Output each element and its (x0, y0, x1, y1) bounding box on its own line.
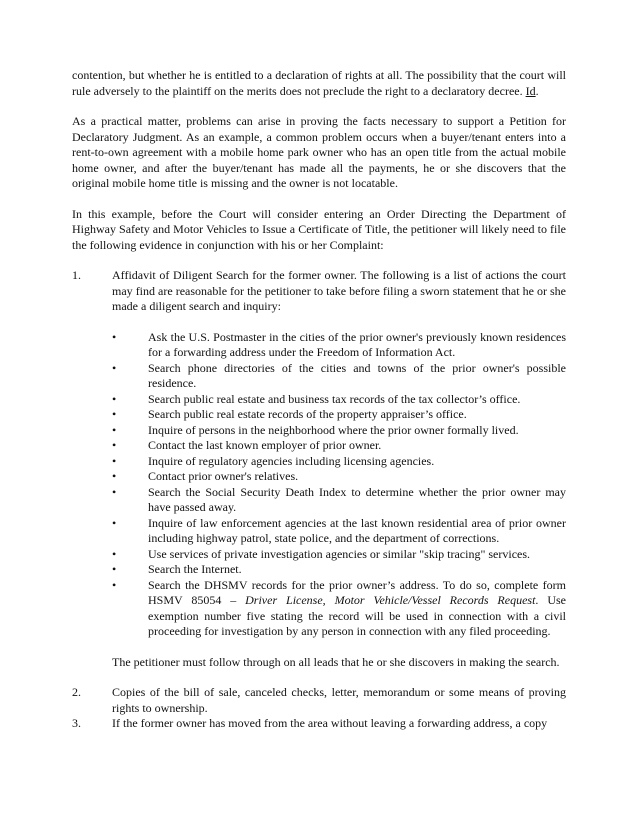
paragraph-contention (72, 68, 566, 99)
item-body (112, 268, 566, 685)
bullet-text: Search phone directories of the cities and towns of the prior owner's possible residence. (148, 360, 566, 390)
bullet-text: Contact the last known employer of prior owner. (148, 438, 382, 452)
item-number: 1. (72, 268, 81, 282)
form-title: Driver License, Motor Vehicle/Vessel Records Request (245, 593, 536, 607)
bullet-icon: • (112, 407, 117, 421)
bullet-icon: • (112, 360, 117, 375)
numbered-item-2 (72, 685, 566, 716)
bullet-icon: • (112, 422, 117, 437)
item-number: 2. (72, 685, 81, 699)
bullet-icon: • (112, 577, 117, 592)
numbered-item-3 (72, 716, 566, 732)
item-text: Affidavit of Diligent Search for the former owner. The following is a list of actions the court may find are reasonable for the petitioner to take before filing a sworn statement that he or she made a diligent search and inquiry: (112, 268, 566, 313)
bullet-icon: • (112, 484, 117, 499)
bullet-icon: • (112, 329, 117, 344)
numbered-item-1 (72, 268, 566, 685)
list-item (112, 392, 566, 408)
list-item (112, 547, 566, 563)
bullet-text: Search the Internet. (148, 562, 242, 576)
bullet-icon: • (112, 546, 117, 561)
bullet-icon: • (112, 438, 117, 452)
list-item (112, 562, 566, 578)
bullet-text: Search public real estate records of the property appraiser’s office. (148, 407, 467, 421)
bullet-icon: • (112, 515, 117, 530)
bullet-text: Inquire of persons in the neighborhood where the prior owner formally lived. (148, 422, 519, 437)
item-text: If the former owner has moved from the area without leaving a forwarding address, a copy (112, 716, 548, 730)
bullet-list (112, 330, 566, 640)
bullet-text (148, 578, 566, 640)
item-text: Copies of the bill of sale, canceled checks, letter, memorandum or some means of proving rights to ownership. (112, 685, 566, 715)
bullet-text-post: . Use exemption number five stating the record will be used in connection with a civil proceeding for investigation by any person in connection with any filed proceeding. (148, 593, 566, 638)
followup-text: The petitioner must follow through on all leads that he or she discovers in making the search. (112, 654, 560, 669)
paragraph-text: contention, but whether he is entitled to a declaration of rights at all. The possibility that the court will rule adversely to the plaintiff on the merits does not preclude the right to a declaratory decree. (72, 68, 566, 98)
list-item (112, 469, 566, 485)
bullet-icon: • (112, 391, 117, 406)
bullet-text-pre: Search the DHSMV records for the prior owner’s address. To do so, complete form HSMV 85054 – (148, 577, 566, 607)
list-item (112, 330, 566, 361)
item-number: 3. (72, 716, 81, 730)
bullet-icon: • (112, 469, 117, 483)
paragraph-practical-matter: As a practical matter, problems can arise in proving the facts necessary to support a Petition for Declaratory Judgment. As an example, a common problem occurs when a buyer/tenant enters into a rent-to-own agreement with a mobile home park owner who has an open title from the actual mobile home owner, and after the buyer/tenant has made all the payments, he or she discovers that the original mobile home title is missing and the owner is not locatable. (72, 114, 566, 190)
citation-id: Id (525, 83, 536, 98)
list-item (112, 407, 566, 423)
bullet-text: Use services of private investigation agencies or similar "skip tracing" services. (148, 546, 531, 561)
bullet-text: Inquire of law enforcement agencies at the last known residential area of prior owner including highway patrol, state police, and the department of corrections. (148, 515, 566, 545)
list-item (112, 423, 566, 439)
bullet-text: Ask the U.S. Postmaster in the cities of the prior owner's previously known residences for a forwarding address under the Freedom of Information Act. (148, 329, 566, 359)
paragraph-example: In this example, before the Court will consider entering an Order Directing the Department of Highway Safety and Motor Vehicles to Issue a Certificate of Title, the petitioner will likely need to file the following evidence in conjunction with his or her Complaint: (72, 206, 566, 252)
bullet-text: Search the Social Security Death Index to determine whether the prior owner may have passed away. (148, 484, 566, 514)
list-item (112, 438, 566, 454)
bullet-text: Search public real estate and business tax records of the tax collector’s office. (148, 391, 521, 406)
list-item (112, 454, 566, 470)
citation-period: . (535, 83, 539, 98)
bullet-text: Inquire of regulatory agencies including licensing agencies. (148, 453, 435, 468)
list-item (112, 485, 566, 516)
bullet-icon: • (112, 562, 117, 576)
list-item (112, 516, 566, 547)
list-item (112, 578, 566, 640)
list-item (112, 361, 566, 392)
bullet-icon: • (112, 453, 117, 468)
bullet-text: Contact prior owner's relatives. (148, 469, 299, 483)
